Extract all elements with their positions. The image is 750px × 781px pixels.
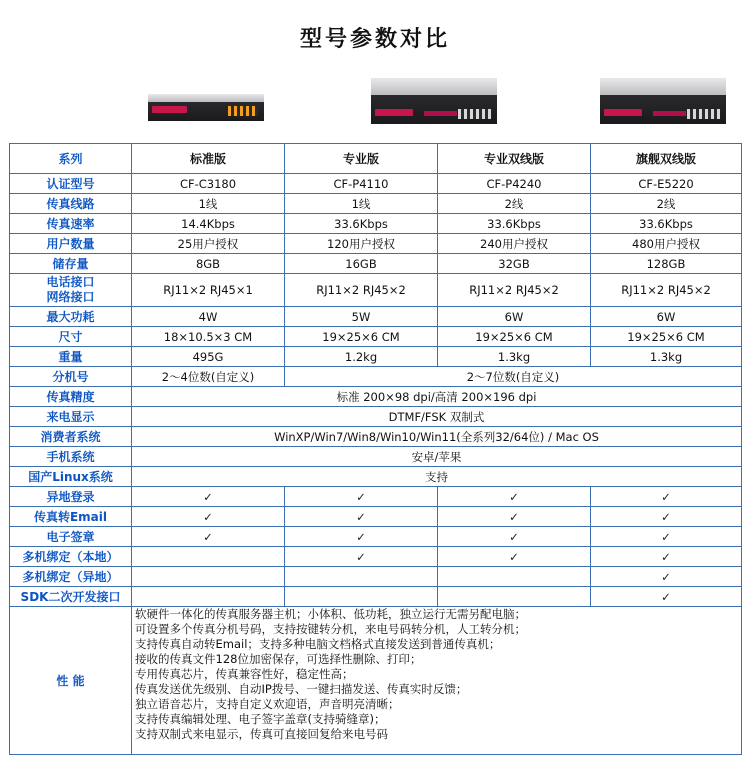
table-cell <box>132 587 285 607</box>
table-cell: CF-P4110 <box>285 174 438 194</box>
check-icon: ✓ <box>356 509 366 524</box>
table-cell <box>285 547 438 567</box>
table-cell <box>591 587 742 607</box>
table-cell: RJ11×2 RJ45×1 <box>132 274 285 307</box>
column-header: 标准版 <box>132 144 285 174</box>
row-label-line: 电话接口 <box>46 275 95 289</box>
table-cell: 6W <box>438 307 591 327</box>
device-images <box>0 72 750 142</box>
table-cell: CF-P4240 <box>438 174 591 194</box>
check-icon: ✓ <box>203 509 213 524</box>
table-row <box>10 274 742 307</box>
table-cell: 33.6Kbps <box>591 214 742 234</box>
performance-line: 软硬件一体化的传真服务器主机；小体积、低功耗，独立运行无需另配电脑； <box>135 607 526 621</box>
check-icon: ✓ <box>356 489 366 504</box>
device-flagship-image <box>600 78 726 124</box>
performance-line: 支持传真编辑处理、电子签字盖章(支持骑缝章)； <box>135 712 386 726</box>
table-cell: CF-E5220 <box>591 174 742 194</box>
table-cell <box>438 547 591 567</box>
row-label <box>10 274 132 307</box>
table-cell: 33.6Kbps <box>285 214 438 234</box>
table-cell: 1线 <box>285 194 438 214</box>
table-cell: 128GB <box>591 254 742 274</box>
table-cell: 1线 <box>132 194 285 214</box>
table-cell <box>591 507 742 527</box>
table-cell: 2～4位数(自定义) <box>132 367 285 387</box>
table-row <box>10 567 742 587</box>
table-row <box>10 254 742 274</box>
row-label-series: 系列 <box>10 144 132 174</box>
table-row <box>10 234 742 254</box>
table-cell: 16GB <box>285 254 438 274</box>
table-cell <box>132 567 285 587</box>
table-cell: 14.4Kbps <box>132 214 285 234</box>
column-header: 旗舰双线版 <box>591 144 742 174</box>
check-icon: ✓ <box>661 569 671 584</box>
table-cell: 480用户授权 <box>591 234 742 254</box>
table-cell <box>591 547 742 567</box>
table-cell: 2线 <box>438 194 591 214</box>
row-label: 手机系统 <box>10 447 132 467</box>
table-cell <box>438 587 591 607</box>
check-icon: ✓ <box>661 589 671 604</box>
table-cell: RJ11×2 RJ45×2 <box>438 274 591 307</box>
table-cell: 32GB <box>438 254 591 274</box>
table-cell <box>438 567 591 587</box>
table-row <box>10 607 742 755</box>
table-cell <box>285 487 438 507</box>
check-icon: ✓ <box>661 529 671 544</box>
table-cell: 2线 <box>591 194 742 214</box>
table-row <box>10 527 742 547</box>
check-icon: ✓ <box>356 549 366 564</box>
table-cell <box>132 487 285 507</box>
table-cell <box>132 527 285 547</box>
table-row <box>10 214 742 234</box>
check-icon: ✓ <box>661 509 671 524</box>
check-icon: ✓ <box>661 489 671 504</box>
row-label-line: 网络接口 <box>46 290 95 304</box>
performance-cell <box>132 607 742 755</box>
table-cell: 19×25×6 CM <box>285 327 438 347</box>
table-cell: 18×10.5×3 CM <box>132 327 285 347</box>
spec-table <box>9 143 742 755</box>
table-cell: 1.2kg <box>285 347 438 367</box>
check-icon: ✓ <box>203 529 213 544</box>
table-cell: 8GB <box>132 254 285 274</box>
table-row <box>10 447 742 467</box>
table-cell: 1.3kg <box>438 347 591 367</box>
check-icon: ✓ <box>509 529 519 544</box>
column-header: 专业双线版 <box>438 144 591 174</box>
table-row <box>10 387 742 407</box>
table-cell: 支持 <box>132 467 742 487</box>
row-label: 分机号 <box>10 367 132 387</box>
table-cell <box>438 527 591 547</box>
table-row <box>10 194 742 214</box>
table-row <box>10 367 742 387</box>
table-cell: RJ11×2 RJ45×2 <box>591 274 742 307</box>
column-header: 专业版 <box>285 144 438 174</box>
table-cell: 25用户授权 <box>132 234 285 254</box>
check-icon: ✓ <box>356 529 366 544</box>
table-cell: 495G <box>132 347 285 367</box>
table-cell: RJ11×2 RJ45×2 <box>285 274 438 307</box>
table-cell <box>591 487 742 507</box>
table-cell: 33.6Kbps <box>438 214 591 234</box>
table-cell: 19×25×6 CM <box>591 327 742 347</box>
table-row <box>10 507 742 527</box>
table-row <box>10 587 742 607</box>
row-label: 传真线路 <box>10 194 132 214</box>
check-icon: ✓ <box>509 549 519 564</box>
table-cell: DTMF/FSK 双制式 <box>132 407 742 427</box>
row-label: 用户数量 <box>10 234 132 254</box>
table-cell: CF-C3180 <box>132 174 285 194</box>
table-row <box>10 307 742 327</box>
row-label: SDK二次开发接口 <box>10 587 132 607</box>
row-label: 传真速率 <box>10 214 132 234</box>
row-label: 尺寸 <box>10 327 132 347</box>
check-icon: ✓ <box>509 509 519 524</box>
row-label: 国产Linux系统 <box>10 467 132 487</box>
row-label: 来电显示 <box>10 407 132 427</box>
table-cell <box>132 507 285 527</box>
row-label: 传真转Email <box>10 507 132 527</box>
device-standard-image <box>148 94 264 121</box>
table-header-row <box>10 144 742 174</box>
table-cell <box>591 567 742 587</box>
performance-line: 可设置多个传真分机号码，支持按键转分机，来电号码转分机，人工转分机； <box>135 622 526 636</box>
table-row <box>10 547 742 567</box>
table-row <box>10 174 742 194</box>
table-cell <box>591 527 742 547</box>
table-cell: 1.3kg <box>591 347 742 367</box>
performance-line: 接收的传真文件128位加密保存，可选择性删除、打印； <box>135 652 422 666</box>
table-cell <box>285 527 438 547</box>
check-icon: ✓ <box>203 489 213 504</box>
row-label: 电子签章 <box>10 527 132 547</box>
table-cell: 4W <box>132 307 285 327</box>
row-label: 消费者系统 <box>10 427 132 447</box>
table-cell: 标准 200×98 dpi/高清 200×196 dpi <box>132 387 742 407</box>
table-cell: 240用户授权 <box>438 234 591 254</box>
table-cell: 2～7位数(自定义) <box>285 367 742 387</box>
table-cell: 5W <box>285 307 438 327</box>
check-icon: ✓ <box>509 489 519 504</box>
table-cell <box>438 487 591 507</box>
table-cell: 19×25×6 CM <box>438 327 591 347</box>
table-row <box>10 427 742 447</box>
table-cell: 6W <box>591 307 742 327</box>
table-row <box>10 327 742 347</box>
performance-line: 专用传真芯片，传真兼容性好，稳定性高； <box>135 667 354 681</box>
table-cell <box>285 567 438 587</box>
page-title: 型号参数对比 <box>299 27 450 52</box>
table-row <box>10 407 742 427</box>
table-row <box>10 467 742 487</box>
performance-line: 独立语音芯片，支持自定义欢迎语，声音明亮清晰； <box>135 697 400 711</box>
row-label: 多机绑定（本地） <box>10 547 132 567</box>
device-pro-image <box>371 78 497 124</box>
table-cell <box>285 587 438 607</box>
table-cell: 安卓/苹果 <box>132 447 742 467</box>
performance-line: 传真发送优先级别、自动IP拨号、一键扫描发送、传真实时反馈； <box>135 682 468 696</box>
row-label: 异地登录 <box>10 487 132 507</box>
row-label: 认证型号 <box>10 174 132 194</box>
check-icon: ✓ <box>661 549 671 564</box>
table-row <box>10 347 742 367</box>
table-cell <box>285 507 438 527</box>
performance-line: 支持传真自动转Email；支持多种电脑文档格式直接发送到普通传真机； <box>135 637 501 651</box>
row-label: 重量 <box>10 347 132 367</box>
table-cell: 120用户授权 <box>285 234 438 254</box>
row-label: 储存量 <box>10 254 132 274</box>
row-label: 性 能 <box>10 607 132 755</box>
row-label: 多机绑定（异地） <box>10 567 132 587</box>
row-label: 传真精度 <box>10 387 132 407</box>
performance-line: 支持双制式来电显示，传真可直接回复给来电号码 <box>135 727 388 741</box>
table-cell <box>132 547 285 567</box>
table-row <box>10 487 742 507</box>
table-cell <box>438 507 591 527</box>
table-cell: WinXP/Win7/Win8/Win10/Win11(全系列32/64位) / Mac OS <box>132 427 742 447</box>
row-label: 最大功耗 <box>10 307 132 327</box>
